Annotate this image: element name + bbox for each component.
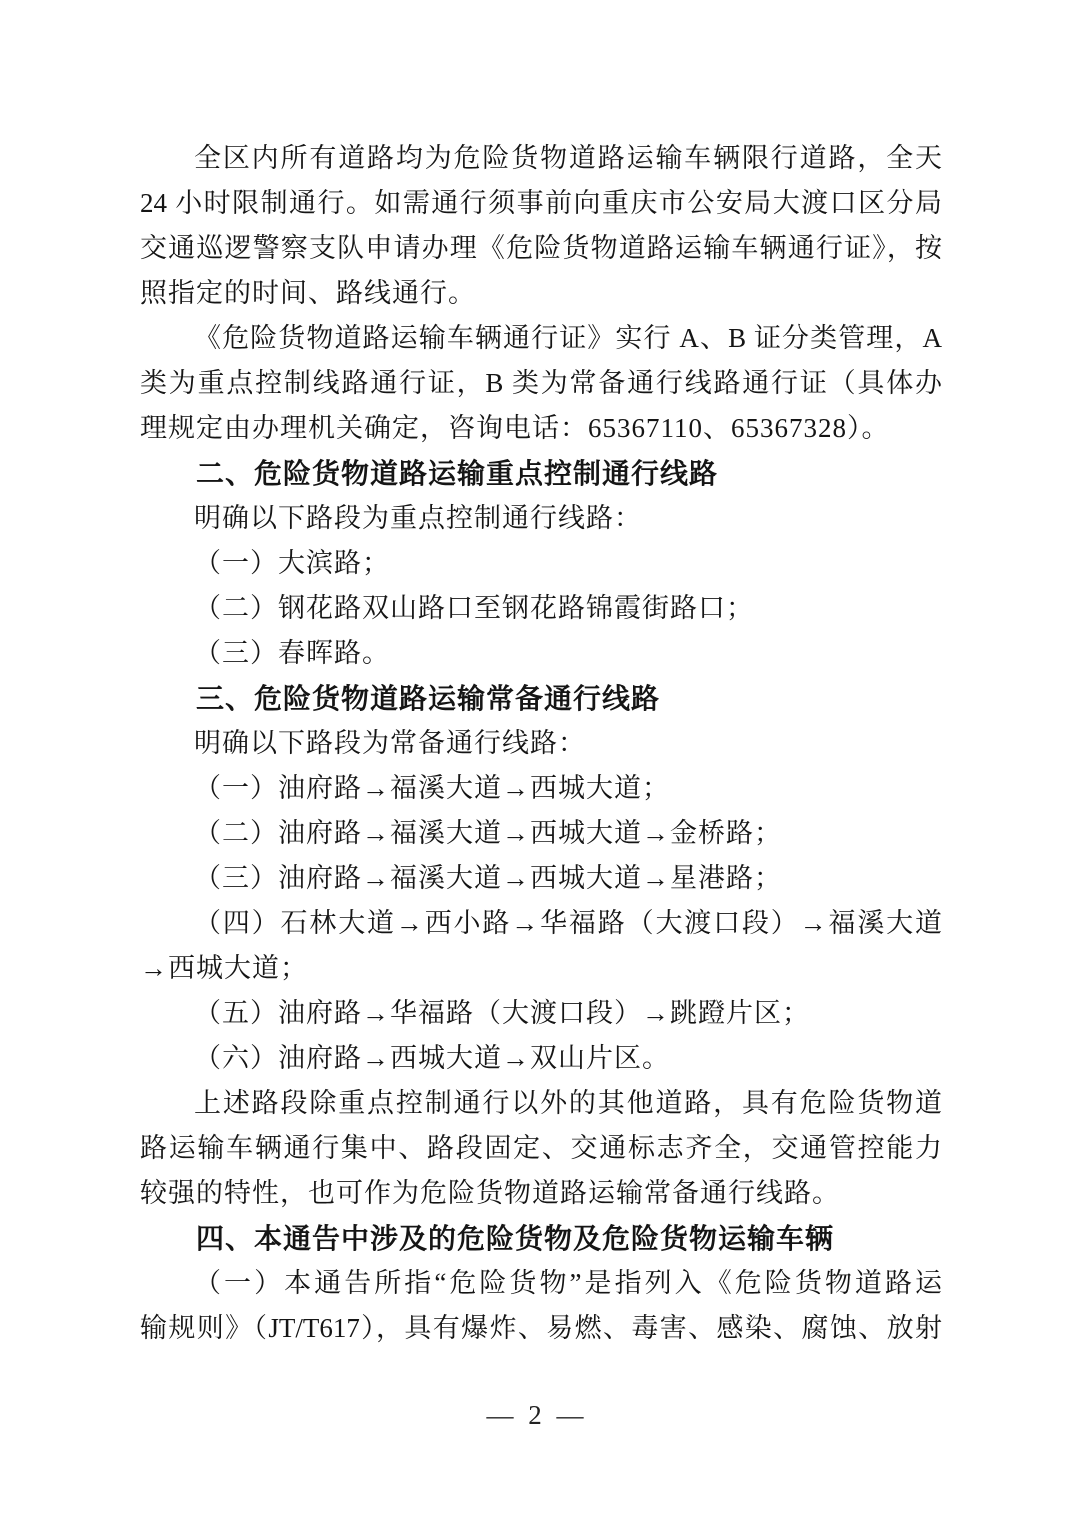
text-line: 24 小时限制通行。如需通行须事前向重庆市公安局大渡口区分局 — [140, 188, 942, 218]
text-line: 较强的特性，也可作为危险货物道路运输常备通行线路。 — [140, 1178, 840, 1208]
text-line: 路运输车辆通行集中、路段固定、交通标志齐全，交通管控能力 — [140, 1133, 942, 1163]
text-line: （一）本通告所指“危险货物”是指列入《危险货物道路运 — [194, 1268, 942, 1298]
text-line: （三）春晖路。 — [194, 638, 390, 668]
text-line: 类为重点控制线路通行证，B 类为常备通行线路通行证（具体办 — [140, 368, 942, 398]
text-line: （三）油府路→福溪大道→西城大道→星港路； — [194, 863, 782, 893]
text-line: 明确以下路段为常备通行线路： — [194, 728, 586, 758]
text-line: →西城大道； — [140, 953, 308, 983]
section-heading: 二、危险货物道路运输重点控制通行线路 — [196, 458, 719, 489]
text-line: （二）钢花路双山路口至钢花路锦霞街路口； — [194, 593, 754, 623]
text-line: 上述路段除重点控制通行以外的其他道路，具有危险货物道 — [194, 1088, 942, 1118]
text-line: （二）油府路→福溪大道→西城大道→金桥路； — [194, 818, 782, 848]
page-number: — 2 — — [486, 1400, 588, 1430]
text-line: 照指定的时间、路线通行。 — [140, 278, 476, 308]
text-line: （一）油府路→福溪大道→西城大道； — [194, 773, 670, 803]
text-line: 输规则》（JT/T617），具有爆炸、易燃、毒害、感染、腐蚀、放射 — [140, 1313, 942, 1343]
text-line: 理规定由办理机关确定，咨询电话：65367110、65367328）。 — [140, 413, 890, 443]
text-line: （一）大滨路； — [194, 548, 390, 578]
section-heading: 四、本通告中涉及的危险货物及危险货物运输车辆 — [196, 1223, 835, 1254]
text-line: 全区内所有道路均为危险货物道路运输车辆限行道路，全天 — [194, 143, 942, 173]
text-line: 《危险货物道路运输车辆通行证》实行 A、B 证分类管理，A — [194, 323, 942, 353]
text-line: 交通巡逻警察支队申请办理《危险货物道路运输车辆通行证》，按 — [140, 233, 942, 263]
document-body — [140, 136, 942, 1351]
text-line: （五）油府路→华福路（大渡口段）→跳蹬片区； — [194, 998, 810, 1028]
text-line: （四）石林大道→西小路→华福路（大渡口段）→福溪大道 — [194, 908, 942, 938]
section-heading: 三、危险货物道路运输常备通行线路 — [196, 683, 661, 714]
text-line: （六）油府路→西城大道→双山片区。 — [194, 1043, 670, 1073]
text-line: 明确以下路段为重点控制通行线路： — [194, 503, 642, 533]
